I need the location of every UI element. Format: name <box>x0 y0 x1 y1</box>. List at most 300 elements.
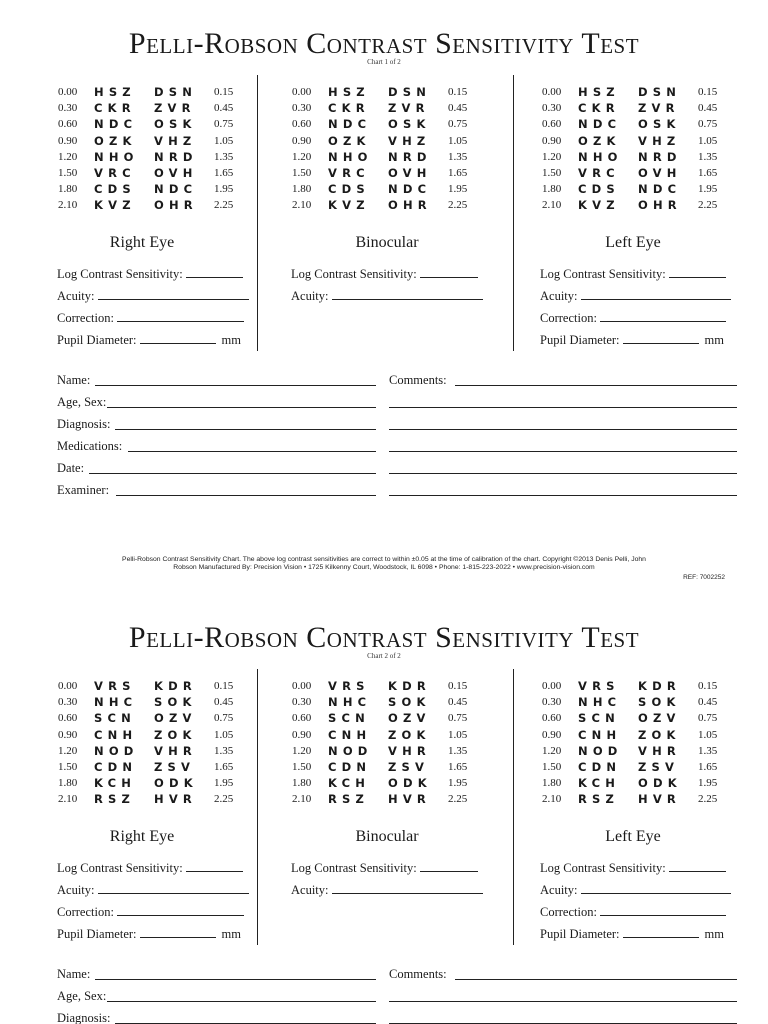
name-label: Name: <box>57 373 91 387</box>
field-label: Log Contrast Sensitivity: <box>291 267 417 281</box>
log-value-left: 1.50 <box>58 760 78 773</box>
letter-triplet: NRD <box>638 149 682 164</box>
left-log-contrast-field <box>540 860 726 876</box>
log-value-right: 1.35 <box>698 744 718 757</box>
examiner-label: Examiner: <box>57 483 110 497</box>
log-value-left: 0.00 <box>542 680 562 692</box>
field-label: Acuity: <box>291 883 329 897</box>
log-value-right: 1.95 <box>214 183 234 196</box>
right-log-contrast-field <box>57 860 243 876</box>
right-correction-input[interactable] <box>117 905 244 916</box>
letter-triplet: OSK <box>388 117 431 132</box>
chart-title: Pelli-Robson Contrast Sensitivity Test <box>128 621 640 654</box>
log-value-right: 0.45 <box>448 696 468 709</box>
log-value-left: 0.30 <box>542 696 562 709</box>
left-acuity-input[interactable] <box>581 883 731 894</box>
letter-triplet: KVZ <box>328 198 370 213</box>
log-value-left: 1.80 <box>58 183 78 196</box>
date-label: Date: <box>57 461 85 475</box>
log-value-left: 0.30 <box>292 102 312 115</box>
right-acuity-input[interactable] <box>98 289 249 300</box>
binocular-log-contrast-field <box>291 266 478 282</box>
letter-triplet: OVH <box>388 165 432 180</box>
field-label: Pupil Diameter: <box>57 333 137 347</box>
log-value-left: 1.20 <box>58 744 78 757</box>
log-value-left: 1.20 <box>292 744 312 757</box>
letter-triplet: DSN <box>388 85 432 99</box>
letter-triplet: VRS <box>328 679 370 693</box>
binocular-acuity-input[interactable] <box>332 883 483 894</box>
letter-triplet: VHR <box>638 743 681 758</box>
letter-triplet: SOK <box>154 695 197 710</box>
log-value-right: 0.75 <box>448 118 468 131</box>
log-value-left: 0.90 <box>58 728 78 741</box>
left-eye-heading: Left Eye <box>605 234 661 251</box>
footer-notice <box>0 556 768 572</box>
letter-triplet: VRC <box>578 165 620 180</box>
letter-triplet: NHC <box>94 695 138 710</box>
log-value-right: 0.45 <box>698 102 718 115</box>
letter-triplet: OZV <box>388 711 431 726</box>
left-correction-input[interactable] <box>600 311 726 322</box>
log-value-left: 1.20 <box>542 744 562 757</box>
right-correction-input[interactable] <box>117 311 244 322</box>
letter-triplet: HSZ <box>578 85 620 99</box>
log-value-right: 1.95 <box>448 777 468 790</box>
column-divider <box>257 75 258 351</box>
comments-line[interactable] <box>389 1001 737 1002</box>
letter-triplet: SCN <box>578 711 620 726</box>
field-label: Correction: <box>57 905 114 919</box>
binocular-log-contrast-input[interactable] <box>420 267 478 278</box>
column-divider <box>513 669 514 945</box>
log-value-right: 0.75 <box>448 712 468 725</box>
footer-line: Robson Manufactured By: Precision Vision • 1725 Kilkenny Court, Woodstock, IL 6098 • Phone: 1-815-223-2022 • www.precision-vision.com <box>173 564 595 571</box>
diagnosis-input[interactable] <box>115 429 376 430</box>
right-log-contrast-field <box>57 266 243 282</box>
letter-triplet: ZVR <box>388 101 430 116</box>
letter-triplet: VRC <box>328 165 370 180</box>
column-divider <box>257 669 258 945</box>
log-value-right: 2.25 <box>448 199 468 212</box>
log-value-left: 0.30 <box>292 696 312 709</box>
name-label: Name: <box>57 967 91 981</box>
examiner-input[interactable] <box>116 495 376 496</box>
field-label: Acuity: <box>540 289 578 303</box>
log-value-left: 0.60 <box>58 118 78 131</box>
comments-line[interactable] <box>389 473 737 474</box>
unit-label: mm <box>221 333 241 347</box>
comments-line[interactable] <box>389 407 737 408</box>
right-correction-field <box>57 904 244 920</box>
log-value-right: 0.45 <box>214 102 234 115</box>
letter-triplet: VRS <box>578 679 620 693</box>
letter-triplet: ZOK <box>388 727 431 742</box>
letter-triplet: KDR <box>154 679 197 693</box>
right-correction-field <box>57 310 244 326</box>
binocular-log-contrast-field <box>291 860 478 876</box>
field-label: Acuity: <box>540 883 578 897</box>
log-value-right: 1.65 <box>214 760 234 773</box>
log-value-left: 0.60 <box>542 118 562 131</box>
letter-triplet: NDC <box>154 182 198 197</box>
log-value-right: 0.75 <box>214 118 234 131</box>
log-value-left: 0.60 <box>58 712 78 725</box>
letter-triplet: NDC <box>328 117 372 132</box>
log-value-right: 0.15 <box>448 86 468 98</box>
age-sex-label: Age, Sex: <box>57 989 107 1003</box>
diagnosis-label: Diagnosis: <box>57 417 111 431</box>
left-correction-field <box>540 904 726 920</box>
log-value-right: 0.15 <box>214 86 234 98</box>
letter-triplet: RSZ <box>578 792 620 807</box>
letter-triplet: CDN <box>328 759 372 774</box>
letter-triplet: ODK <box>388 776 432 791</box>
log-value-right: 1.65 <box>214 166 234 179</box>
letter-triplet: OHR <box>154 198 198 213</box>
log-value-right: 2.25 <box>448 793 468 806</box>
field-label: Acuity: <box>57 289 95 303</box>
letter-triplet: OHR <box>388 198 432 213</box>
log-value-left: 0.30 <box>58 102 78 115</box>
binocular-acuity-input[interactable] <box>332 289 483 300</box>
letter-triplet: VHR <box>388 743 431 758</box>
letter-triplet: NRD <box>388 149 432 164</box>
field-label: Acuity: <box>57 883 95 897</box>
field-label: Pupil Diameter: <box>57 927 137 941</box>
left-eye-heading: Left Eye <box>605 828 661 845</box>
letter-triplet: NHO <box>94 149 139 164</box>
letter-triplet: NOD <box>578 743 623 758</box>
left-acuity-field <box>540 882 731 898</box>
comments-label: Comments: <box>389 967 447 981</box>
letter-triplet: VHR <box>154 743 197 758</box>
log-value-right: 1.35 <box>214 744 234 757</box>
log-value-right: 1.65 <box>448 760 468 773</box>
letter-triplet: NRD <box>154 149 198 164</box>
log-value-right: 0.45 <box>698 696 718 709</box>
column-divider <box>513 75 514 351</box>
letter-triplet: SOK <box>388 695 431 710</box>
letter-triplet: VHZ <box>154 133 197 148</box>
log-value-right: 2.25 <box>214 793 234 806</box>
log-value-right: 1.35 <box>448 744 468 757</box>
log-value-left: 0.90 <box>58 134 78 147</box>
letter-triplet: NDC <box>578 117 622 132</box>
letter-triplet: OZV <box>638 711 681 726</box>
log-value-right: 1.35 <box>214 150 234 163</box>
log-value-left: 2.10 <box>58 199 78 212</box>
log-value-right: 0.75 <box>698 712 718 725</box>
log-value-left: 2.10 <box>542 199 562 212</box>
letter-triplet: ODK <box>154 776 198 791</box>
log-value-left: 0.60 <box>542 712 562 725</box>
left-pupil-input[interactable] <box>623 333 699 344</box>
log-value-right: 0.45 <box>448 102 468 115</box>
letter-triplet: OZK <box>578 133 621 148</box>
right-acuity-field <box>57 882 249 898</box>
letter-triplet: CDS <box>328 182 370 197</box>
left-log-contrast-input[interactable] <box>669 861 726 872</box>
letter-triplet: RSZ <box>94 792 136 807</box>
letter-triplet: OZV <box>154 711 197 726</box>
left-correction-input[interactable] <box>600 905 726 916</box>
letter-triplet: OHR <box>638 198 682 213</box>
right-log-contrast-input[interactable] <box>186 267 243 278</box>
letter-triplet: CDS <box>94 182 136 197</box>
chart-title: Pelli-Robson Contrast Sensitivity Test <box>128 27 640 60</box>
letter-triplet: KVZ <box>578 198 620 213</box>
letter-triplet: SOK <box>638 695 681 710</box>
log-value-right: 1.65 <box>698 760 718 773</box>
left-pupil-field <box>540 332 724 348</box>
letter-triplet: NHC <box>578 695 622 710</box>
log-value-right: 0.15 <box>214 680 234 692</box>
letter-triplet: ZOK <box>154 727 197 742</box>
binocular-acuity-field <box>291 288 483 304</box>
binocular-heading: Binocular <box>355 234 419 251</box>
log-value-left: 0.30 <box>542 102 562 115</box>
letter-triplet: CNH <box>94 727 138 742</box>
field-label: Acuity: <box>291 289 329 303</box>
letter-triplet: ODK <box>638 776 682 791</box>
letter-triplet: DSN <box>154 85 198 99</box>
field-label: Pupil Diameter: <box>540 333 620 347</box>
letter-triplet: SCN <box>328 711 370 726</box>
age-sex-input[interactable] <box>107 407 376 408</box>
field-label: Log Contrast Sensitivity: <box>291 861 417 875</box>
letter-triplet: NDC <box>388 182 432 197</box>
log-value-right: 2.25 <box>698 793 718 806</box>
log-value-left: 0.90 <box>542 728 562 741</box>
letter-triplet: HVR <box>388 792 431 807</box>
field-label: Pupil Diameter: <box>540 927 620 941</box>
log-value-left: 1.20 <box>542 150 562 163</box>
letter-triplet: CKR <box>328 101 370 116</box>
left-acuity-field <box>540 288 731 304</box>
log-value-left: 1.80 <box>542 183 562 196</box>
log-value-left: 0.00 <box>292 680 312 692</box>
name-input[interactable] <box>95 979 376 980</box>
name-input[interactable] <box>95 385 376 386</box>
log-value-left: 0.00 <box>542 86 562 98</box>
log-value-right: 1.35 <box>448 150 468 163</box>
letter-triplet: NDC <box>94 117 138 132</box>
log-value-right: 2.25 <box>698 199 718 212</box>
left-acuity-input[interactable] <box>581 289 731 300</box>
log-value-left: 1.20 <box>58 150 78 163</box>
right-pupil-input[interactable] <box>140 927 216 938</box>
log-value-left: 2.10 <box>292 793 312 806</box>
letter-triplet: CDN <box>578 759 622 774</box>
comments-line[interactable] <box>389 495 737 496</box>
log-value-right: 1.65 <box>698 166 718 179</box>
log-value-left: 2.10 <box>292 199 312 212</box>
letter-triplet: CDS <box>578 182 620 197</box>
log-value-left: 1.80 <box>292 183 312 196</box>
log-value-left: 2.10 <box>542 793 562 806</box>
log-value-right: 2.25 <box>214 199 234 212</box>
log-value-left: 2.10 <box>58 793 78 806</box>
log-value-right: 0.15 <box>448 680 468 692</box>
letter-triplet: NHO <box>578 149 623 164</box>
letter-triplet: OSK <box>638 117 681 132</box>
left-correction-field <box>540 310 726 326</box>
letter-triplet: ZSV <box>638 759 680 774</box>
letter-triplet: ZVR <box>154 101 196 116</box>
letter-triplet: OZK <box>328 133 371 148</box>
log-value-left: 0.00 <box>58 86 78 98</box>
log-value-left: 1.50 <box>292 166 312 179</box>
letter-triplet: HSZ <box>328 85 370 99</box>
letter-triplet: OVH <box>154 165 198 180</box>
right-eye-heading: Right Eye <box>109 828 175 845</box>
log-value-right: 0.75 <box>214 712 234 725</box>
right-eye-heading: Right Eye <box>109 234 175 251</box>
letter-triplet: NOD <box>94 743 139 758</box>
log-value-right: 1.05 <box>448 134 468 147</box>
log-value-right: 0.15 <box>698 680 718 692</box>
unit-label: mm <box>221 927 241 941</box>
log-value-left: 0.60 <box>292 118 312 131</box>
comments-input[interactable] <box>455 979 737 980</box>
chart-2 <box>0 594 768 1024</box>
letter-triplet: KDR <box>388 679 431 693</box>
age-sex-input[interactable] <box>107 1001 376 1002</box>
log-value-right: 1.35 <box>698 150 718 163</box>
letter-triplet: CKR <box>578 101 620 116</box>
log-value-right: 0.45 <box>214 696 234 709</box>
date-input[interactable] <box>89 473 376 474</box>
log-value-left: 0.30 <box>58 696 78 709</box>
comments-line[interactable] <box>389 451 737 452</box>
medications-input[interactable] <box>128 451 376 452</box>
letter-triplet: CNH <box>578 727 622 742</box>
field-label: Log Contrast Sensitivity: <box>57 861 183 875</box>
letter-triplet: KVZ <box>94 198 136 213</box>
letter-triplet: KCH <box>578 776 621 791</box>
log-value-right: 1.95 <box>698 777 718 790</box>
letter-triplet: VHZ <box>638 133 681 148</box>
letter-triplet: SCN <box>94 711 136 726</box>
comments-input[interactable] <box>455 385 737 386</box>
comments-line[interactable] <box>389 429 737 430</box>
right-pupil-input[interactable] <box>140 333 216 344</box>
letter-triplet: ZSV <box>388 759 430 774</box>
chart-subtitle: Chart 1 of 2 <box>367 58 401 66</box>
letter-triplet: HSZ <box>94 85 136 99</box>
log-value-left: 1.20 <box>292 150 312 163</box>
log-value-right: 0.75 <box>698 118 718 131</box>
letter-triplet: DSN <box>638 85 682 99</box>
binocular-acuity-field <box>291 882 483 898</box>
log-value-left: 1.50 <box>292 760 312 773</box>
letter-triplet: KCH <box>328 776 371 791</box>
reference-number: REF: 7002252 <box>683 574 725 581</box>
log-value-left: 0.00 <box>292 86 312 98</box>
letter-triplet: OSK <box>154 117 197 132</box>
letter-triplet: VRS <box>94 679 136 693</box>
left-log-contrast-field <box>540 266 726 282</box>
right-acuity-input[interactable] <box>98 883 249 894</box>
letter-triplet: OZK <box>94 133 137 148</box>
log-value-right: 1.05 <box>698 728 718 741</box>
field-label: Correction: <box>540 905 597 919</box>
letter-triplet: CKR <box>94 101 136 116</box>
log-value-right: 1.05 <box>214 134 234 147</box>
medications-label: Medications: <box>57 439 123 453</box>
log-value-left: 1.50 <box>542 760 562 773</box>
left-pupil-field <box>540 926 724 942</box>
unit-label: mm <box>704 927 724 941</box>
letter-triplet: NDC <box>638 182 682 197</box>
letter-triplet: HVR <box>638 792 681 807</box>
diagnosis-label: Diagnosis: <box>57 1011 111 1024</box>
letter-triplet: KCH <box>94 776 137 791</box>
right-log-contrast-input[interactable] <box>186 861 243 872</box>
letter-triplet: NHO <box>328 149 373 164</box>
letter-triplet: NOD <box>328 743 373 758</box>
log-value-right: 1.95 <box>214 777 234 790</box>
letter-triplet: RSZ <box>328 792 370 807</box>
letter-triplet: HVR <box>154 792 197 807</box>
field-label: Correction: <box>540 311 597 325</box>
comments-label: Comments: <box>389 373 447 387</box>
log-value-left: 1.80 <box>542 777 562 790</box>
footer-line: Pelli-Robson Contrast Sensitivity Chart. The above log contrast sensitivities are correct to within ±0.05 at the time of calibration of the chart. Copyright ©2013 Denis Pelli, John <box>122 556 646 563</box>
letter-triplet: ZVR <box>638 101 680 116</box>
log-value-left: 0.60 <box>292 712 312 725</box>
field-label: Log Contrast Sensitivity: <box>540 861 666 875</box>
field-label: Correction: <box>57 311 114 325</box>
letter-triplet: KDR <box>638 679 681 693</box>
field-label: Log Contrast Sensitivity: <box>57 267 183 281</box>
log-value-right: 1.05 <box>448 728 468 741</box>
letter-triplet: NHC <box>328 695 372 710</box>
field-label: Log Contrast Sensitivity: <box>540 267 666 281</box>
log-value-left: 0.90 <box>292 134 312 147</box>
age-sex-label: Age, Sex: <box>57 395 107 409</box>
right-acuity-field <box>57 288 249 304</box>
left-pupil-input[interactable] <box>623 927 699 938</box>
letter-triplet: VHZ <box>388 133 431 148</box>
log-value-left: 1.80 <box>292 777 312 790</box>
right-pupil-field <box>57 926 241 942</box>
binocular-heading: Binocular <box>355 828 419 845</box>
letter-triplet: ZOK <box>638 727 681 742</box>
left-log-contrast-input[interactable] <box>669 267 726 278</box>
log-value-left: 0.90 <box>542 134 562 147</box>
chart-subtitle: Chart 2 of 2 <box>367 652 401 660</box>
log-value-left: 1.50 <box>58 166 78 179</box>
log-value-right: 1.95 <box>448 183 468 196</box>
letter-triplet: CDN <box>94 759 138 774</box>
log-value-right: 1.05 <box>698 134 718 147</box>
binocular-log-contrast-input[interactable] <box>420 861 478 872</box>
log-value-left: 0.90 <box>292 728 312 741</box>
log-value-left: 1.80 <box>58 777 78 790</box>
right-pupil-field <box>57 332 241 348</box>
unit-label: mm <box>704 333 724 347</box>
letter-triplet: CNH <box>328 727 372 742</box>
letter-triplet: VRC <box>94 165 136 180</box>
log-value-left: 1.50 <box>542 166 562 179</box>
log-value-right: 1.05 <box>214 728 234 741</box>
letter-triplet: OVH <box>638 165 682 180</box>
log-value-right: 1.65 <box>448 166 468 179</box>
log-value-right: 0.15 <box>698 86 718 98</box>
letter-triplet: ZSV <box>154 759 196 774</box>
